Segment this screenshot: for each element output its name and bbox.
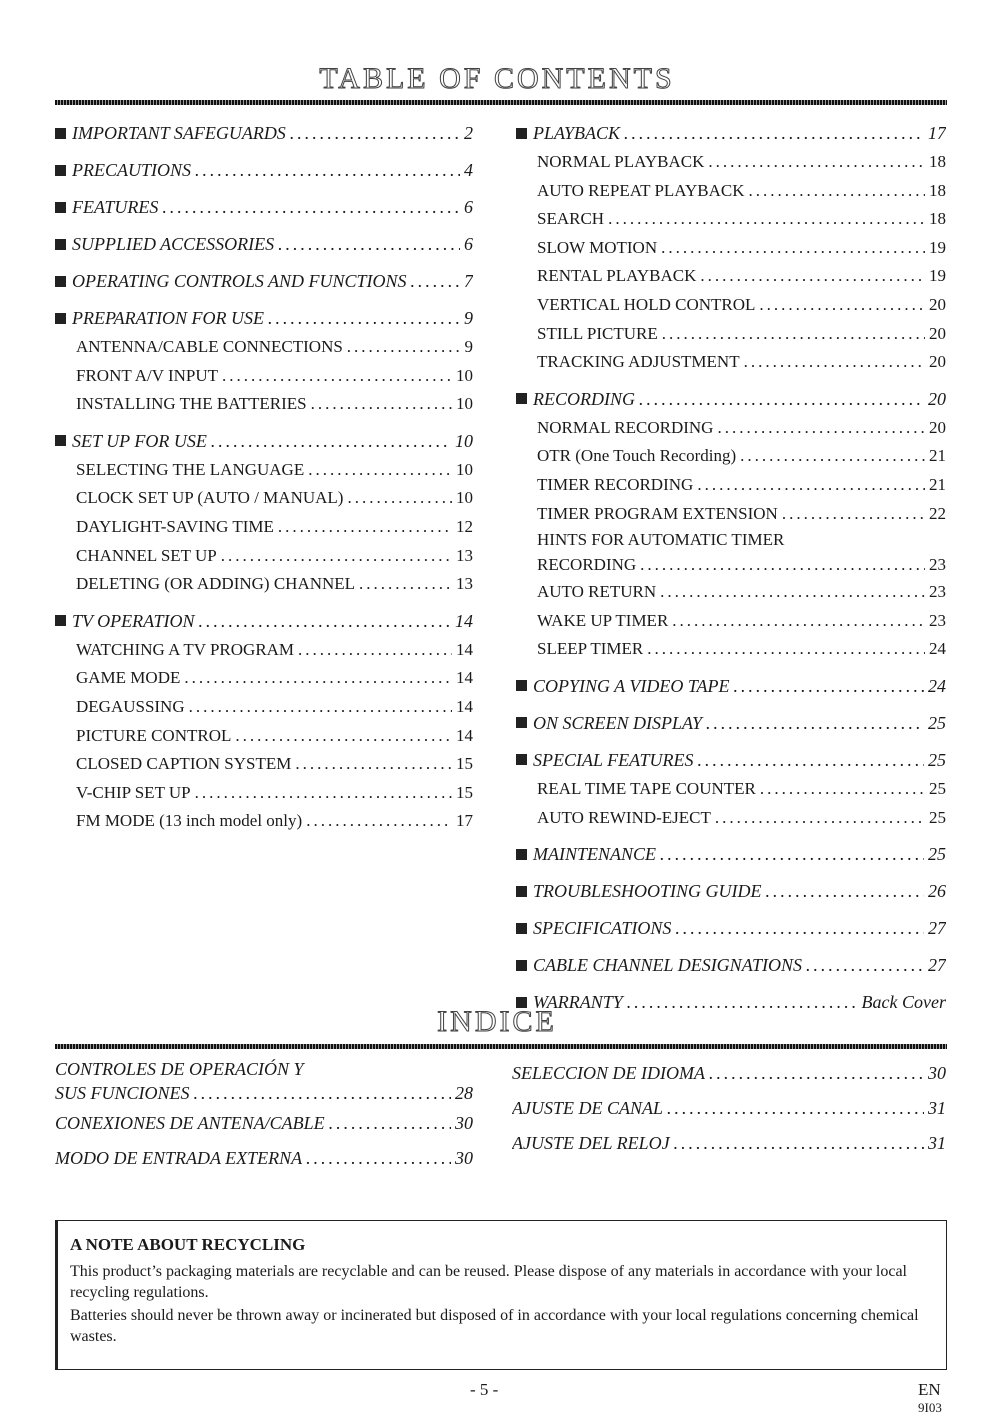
entry-page: 13 bbox=[456, 574, 473, 594]
toc-subsection[interactable] bbox=[55, 333, 473, 362]
entry-label: CLOSED CAPTION SYSTEM bbox=[76, 754, 292, 774]
dot-leader bbox=[662, 320, 925, 349]
entry-label: PRECAUTIONS bbox=[72, 160, 191, 180]
entry-page: 10 bbox=[456, 394, 473, 414]
toc-subsection[interactable] bbox=[516, 148, 946, 177]
bullet-icon bbox=[55, 239, 66, 250]
bullet-icon bbox=[516, 886, 527, 897]
entry-label: TIMER RECORDING bbox=[537, 474, 694, 494]
entry-page: 31 bbox=[928, 1133, 946, 1153]
entry-label: RENTAL PLAYBACK bbox=[537, 266, 697, 286]
entry-label: PICTURE CONTROL bbox=[76, 725, 232, 745]
entry-label: CLOCK SET UP (AUTO / MANUAL) bbox=[76, 488, 344, 508]
toc-left-column bbox=[55, 118, 473, 836]
toc-subsection[interactable] bbox=[516, 552, 946, 578]
toc-subsection[interactable] bbox=[516, 414, 946, 443]
dot-leader bbox=[195, 155, 460, 185]
entry-label: TIMER PROGRAM EXTENSION bbox=[537, 503, 778, 523]
entry-page: 13 bbox=[456, 545, 473, 565]
bullet-icon bbox=[55, 313, 66, 324]
toc-rule bbox=[55, 100, 947, 105]
toc-heading: TABLE OF CONTENTS bbox=[319, 62, 675, 95]
toc-section[interactable] bbox=[55, 118, 473, 148]
toc-subsection[interactable] bbox=[55, 807, 473, 836]
bullet-icon bbox=[516, 393, 527, 404]
entry-label: SUS FUNCIONES bbox=[55, 1083, 190, 1103]
toc-subsection[interactable] bbox=[516, 442, 946, 471]
entry-page: 23 bbox=[929, 555, 946, 575]
entry-label: CONEXIONES DE ANTENA/CABLE bbox=[55, 1113, 325, 1133]
entry-label: AJUSTE DE CANAL bbox=[512, 1098, 663, 1118]
bullet-icon bbox=[516, 680, 527, 691]
entry-label: RECORDING bbox=[533, 388, 635, 409]
toc-section[interactable] bbox=[55, 192, 473, 222]
dot-leader bbox=[211, 426, 451, 456]
dot-leader bbox=[706, 708, 924, 738]
entry-label: TV OPERATION bbox=[72, 610, 195, 631]
dot-leader bbox=[647, 635, 925, 664]
toc-section[interactable] bbox=[55, 426, 473, 456]
indice-entry[interactable] bbox=[512, 1056, 946, 1091]
entry-page: 20 bbox=[929, 323, 946, 343]
dot-leader bbox=[222, 362, 452, 391]
bullet-icon bbox=[516, 717, 527, 728]
entry-label: INSTALLING THE BATTERIES bbox=[76, 394, 307, 414]
dot-leader bbox=[806, 950, 924, 980]
dot-leader bbox=[295, 750, 452, 779]
entry-label: OPERATING CONTROLS AND FUNCTIONS bbox=[72, 271, 407, 291]
toc-section[interactable] bbox=[516, 950, 946, 980]
dot-leader bbox=[698, 745, 925, 775]
entry-label: CABLE CHANNEL DESIGNATIONS bbox=[533, 955, 803, 976]
entry-label: AUTO RETURN bbox=[537, 582, 657, 602]
dot-leader bbox=[608, 205, 925, 234]
dot-leader bbox=[667, 1091, 924, 1126]
dot-leader bbox=[660, 578, 925, 607]
dot-leader bbox=[660, 839, 924, 869]
bullet-icon bbox=[55, 435, 66, 446]
toc-section[interactable] bbox=[516, 839, 946, 869]
dot-leader bbox=[411, 266, 460, 296]
entry-label: NORMAL RECORDING bbox=[537, 417, 714, 437]
indice-entry[interactable] bbox=[512, 1126, 946, 1161]
toc-subsection[interactable] bbox=[55, 722, 473, 751]
entry-page: 4 bbox=[464, 160, 473, 180]
dot-leader bbox=[194, 1080, 452, 1106]
entry-page: 10 bbox=[455, 430, 473, 451]
entry-page: 14 bbox=[456, 696, 473, 716]
entry-label: SELECTING THE LANGUAGE bbox=[76, 459, 305, 479]
entry-label: DELETING (OR ADDING) CHANNEL bbox=[76, 574, 356, 594]
dot-leader bbox=[184, 664, 452, 693]
entry-page: 6 bbox=[464, 197, 473, 217]
entry-page: 12 bbox=[456, 516, 473, 536]
page-number: - 5 - bbox=[470, 1380, 499, 1399]
indice-entry-line1[interactable] bbox=[55, 1058, 473, 1080]
toc-subsection[interactable] bbox=[516, 234, 946, 263]
entry-label: PREPARATION FOR USE bbox=[72, 308, 264, 328]
entry-page: 24 bbox=[929, 639, 946, 659]
entry-page: 2 bbox=[464, 123, 473, 143]
indice-rule bbox=[55, 1044, 947, 1049]
indice-left-column bbox=[55, 1052, 473, 1176]
dot-leader bbox=[744, 348, 925, 377]
entry-page: 22 bbox=[929, 503, 946, 523]
toc-section[interactable] bbox=[55, 229, 473, 259]
entry-page: 30 bbox=[455, 1148, 473, 1168]
entry-label: WARRANTY bbox=[533, 992, 623, 1013]
dot-leader bbox=[759, 291, 925, 320]
entry-page: 23 bbox=[929, 610, 946, 630]
dot-leader bbox=[221, 542, 452, 571]
entry-label: IMPORTANT SAFEGUARDS bbox=[72, 123, 286, 143]
toc-section[interactable] bbox=[55, 303, 473, 333]
dot-leader bbox=[359, 570, 452, 599]
recycling-note bbox=[55, 1220, 947, 1370]
toc-subsection[interactable] bbox=[516, 607, 946, 636]
toc-subsection[interactable] bbox=[516, 635, 946, 664]
entry-label: REAL TIME TAPE COUNTER bbox=[537, 778, 756, 798]
toc-subsection[interactable] bbox=[516, 578, 946, 607]
toc-subsection[interactable] bbox=[516, 320, 946, 349]
entry-label: AJUSTE DEL RELOJ bbox=[512, 1133, 670, 1153]
dot-leader bbox=[661, 234, 925, 263]
entry-page: 17 bbox=[928, 123, 946, 143]
entry-label: SLEEP TIMER bbox=[537, 639, 644, 659]
entry-label: WATCHING A TV PROGRAM bbox=[76, 639, 295, 659]
entry-page: 27 bbox=[928, 955, 946, 976]
toc-subsection[interactable] bbox=[516, 471, 946, 500]
toc-section[interactable] bbox=[516, 745, 946, 775]
entry-page: 18 bbox=[929, 152, 946, 171]
entry-label: AUTO REPEAT PLAYBACK bbox=[537, 180, 745, 200]
entry-label: FEATURES bbox=[72, 197, 159, 217]
recycling-note-para1: This product’s packaging materials are recyclable and can be reused. Please dispose of any materials in accordance with your local recycling regulations. bbox=[70, 1263, 907, 1301]
entry-page: 20 bbox=[929, 294, 946, 314]
toc-subsection[interactable] bbox=[55, 750, 473, 779]
dot-leader bbox=[306, 1141, 451, 1176]
entry-label: DAYLIGHT-SAVING TIME bbox=[76, 516, 274, 536]
entry-label: SEARCH bbox=[537, 209, 605, 229]
toc-subsection[interactable] bbox=[55, 664, 473, 693]
entry-page: 26 bbox=[928, 881, 946, 902]
entry-label: CONTROLES DE OPERACIÓN Y bbox=[55, 1059, 304, 1079]
dot-leader bbox=[639, 384, 924, 414]
dot-leader bbox=[760, 775, 925, 804]
dot-leader bbox=[700, 262, 925, 291]
toc-subsection[interactable] bbox=[55, 362, 473, 391]
entry-label: MAINTENANCE bbox=[533, 844, 657, 865]
entry-page: 30 bbox=[455, 1113, 473, 1133]
entry-page: 7 bbox=[464, 271, 473, 291]
entry-page: 14 bbox=[456, 639, 473, 659]
bullet-icon bbox=[516, 128, 527, 139]
entry-label: WAKE UP TIMER bbox=[537, 610, 669, 630]
dot-leader bbox=[290, 118, 460, 148]
dot-leader bbox=[306, 807, 452, 836]
dot-leader bbox=[749, 177, 925, 206]
toc-subsection[interactable] bbox=[55, 390, 473, 419]
entry-page: 15 bbox=[456, 754, 473, 774]
toc-subsection[interactable] bbox=[516, 177, 946, 206]
toc-subsection[interactable] bbox=[55, 542, 473, 571]
entry-label: V-CHIP SET UP bbox=[76, 782, 191, 802]
toc-subsection[interactable] bbox=[55, 636, 473, 665]
entry-label: CHANNEL SET UP bbox=[76, 545, 217, 565]
dot-leader bbox=[717, 414, 925, 443]
entry-label: AUTO REWIND-EJECT bbox=[537, 807, 711, 827]
toc-subsection[interactable] bbox=[516, 804, 946, 833]
dot-leader bbox=[672, 607, 925, 636]
toc-section[interactable] bbox=[55, 266, 473, 296]
print-code: 9I03 bbox=[918, 1400, 942, 1415]
entry-page: 25 bbox=[929, 807, 946, 827]
entry-page: 21 bbox=[929, 474, 946, 494]
bullet-icon bbox=[516, 754, 527, 765]
entry-page: 9 bbox=[464, 308, 473, 328]
entry-page: 31 bbox=[928, 1098, 946, 1118]
toc-section[interactable] bbox=[516, 708, 946, 738]
dot-leader bbox=[199, 606, 451, 636]
dot-leader bbox=[347, 333, 461, 362]
indice-heading: INDICE bbox=[437, 1005, 557, 1038]
dot-leader bbox=[675, 913, 924, 943]
toc-subsection[interactable] bbox=[516, 775, 946, 804]
entry-label: STILL PICTURE bbox=[537, 323, 658, 343]
entry-page: 28 bbox=[455, 1083, 473, 1103]
dot-leader bbox=[674, 1126, 924, 1161]
entry-page: 15 bbox=[456, 782, 473, 802]
bullet-icon bbox=[516, 960, 527, 971]
toc-subsection[interactable] bbox=[55, 484, 473, 513]
entry-page: 20 bbox=[929, 352, 946, 372]
entry-page: 25 bbox=[928, 712, 946, 733]
bullet-icon bbox=[55, 165, 66, 176]
dot-leader bbox=[734, 671, 925, 701]
dot-leader bbox=[709, 1056, 924, 1091]
indice-entry[interactable] bbox=[55, 1080, 473, 1106]
entry-page: 14 bbox=[455, 610, 473, 631]
dot-leader bbox=[311, 390, 452, 419]
dot-leader bbox=[189, 693, 452, 722]
entry-page: 25 bbox=[928, 749, 946, 770]
entry-label: SET UP FOR USE bbox=[72, 430, 207, 451]
dot-leader bbox=[708, 148, 925, 177]
entry-page: 27 bbox=[928, 918, 946, 939]
toc-subsection[interactable] bbox=[55, 513, 473, 542]
toc-subsection[interactable] bbox=[55, 693, 473, 722]
toc-right-column bbox=[516, 118, 946, 1017]
language-code: EN bbox=[918, 1380, 941, 1399]
toc-section[interactable] bbox=[516, 384, 946, 414]
dot-leader bbox=[278, 513, 452, 542]
dot-leader bbox=[298, 636, 452, 665]
dot-leader bbox=[715, 804, 925, 833]
bullet-icon bbox=[55, 276, 66, 287]
entry-page: 10 bbox=[456, 488, 473, 508]
toc-subsection[interactable] bbox=[516, 262, 946, 291]
entry-page: 9 bbox=[464, 337, 473, 356]
dot-leader bbox=[195, 779, 452, 808]
dot-leader bbox=[162, 192, 460, 222]
toc-subsection[interactable] bbox=[516, 500, 946, 529]
entry-page: 30 bbox=[928, 1063, 946, 1083]
entry-label: HINTS FOR AUTOMATIC TIMER bbox=[537, 530, 785, 550]
entry-page: 25 bbox=[928, 844, 946, 865]
toc-subsection[interactable] bbox=[55, 779, 473, 808]
toc-subsection[interactable] bbox=[516, 291, 946, 320]
dot-leader bbox=[347, 484, 452, 513]
toc-section[interactable] bbox=[516, 876, 946, 906]
dot-leader bbox=[235, 722, 452, 751]
dot-leader bbox=[329, 1106, 451, 1141]
indice-right-column bbox=[512, 1052, 946, 1161]
bullet-icon bbox=[55, 202, 66, 213]
entry-page: 6 bbox=[464, 234, 473, 254]
dot-leader bbox=[308, 456, 452, 485]
entry-page: 20 bbox=[928, 388, 946, 409]
recycling-note-para2: Batteries should never be thrown away or incinerated but disposed of in accordance with your local regulations concerning chemical wastes. bbox=[70, 1307, 919, 1345]
entry-label: SLOW MOTION bbox=[537, 237, 658, 257]
entry-label: VERTICAL HOLD CONTROL bbox=[537, 294, 756, 314]
dot-leader bbox=[697, 471, 925, 500]
entry-page: 10 bbox=[456, 365, 473, 385]
entry-label: RECORDING bbox=[537, 555, 637, 575]
bullet-icon bbox=[55, 615, 66, 626]
entry-page: 23 bbox=[929, 582, 946, 602]
entry-page: 21 bbox=[929, 446, 946, 466]
entry-page: 18 bbox=[929, 180, 946, 200]
dot-leader bbox=[278, 229, 460, 259]
entry-label: MODO DE ENTRADA EXTERNA bbox=[55, 1148, 303, 1168]
dot-leader bbox=[766, 876, 925, 906]
indice-entry[interactable] bbox=[55, 1106, 473, 1141]
entry-label: ON SCREEN DISPLAY bbox=[533, 712, 703, 733]
toc-section[interactable] bbox=[516, 118, 946, 148]
dot-leader bbox=[740, 442, 925, 471]
entry-label: TROUBLESHOOTING GUIDE bbox=[533, 881, 762, 902]
entry-label: COPYING A VIDEO TAPE bbox=[533, 675, 730, 696]
entry-label: SUPPLIED ACCESSORIES bbox=[72, 234, 275, 254]
entry-label: OTR (One Touch Recording) bbox=[537, 446, 737, 466]
toc-section[interactable] bbox=[55, 155, 473, 185]
toc-subsection[interactable] bbox=[516, 348, 946, 377]
dot-leader bbox=[782, 500, 925, 529]
entry-page: 25 bbox=[929, 778, 946, 798]
entry-page: 18 bbox=[929, 209, 946, 229]
toc-section[interactable] bbox=[516, 671, 946, 701]
toc-subsection[interactable] bbox=[516, 205, 946, 234]
bullet-icon bbox=[516, 849, 527, 860]
entry-label: FRONT A/V INPUT bbox=[76, 365, 219, 385]
entry-page: 20 bbox=[929, 417, 946, 437]
entry-label: NORMAL PLAYBACK bbox=[537, 152, 705, 171]
entry-page: 24 bbox=[928, 675, 946, 696]
toc-section[interactable] bbox=[516, 913, 946, 943]
indice-entry[interactable] bbox=[512, 1091, 946, 1126]
bullet-icon bbox=[516, 923, 527, 934]
entry-page: 17 bbox=[456, 811, 473, 831]
entry-label: SPECIFICATIONS bbox=[533, 918, 672, 939]
entry-page: 14 bbox=[456, 725, 473, 745]
entry-label: FM MODE (13 inch model only) bbox=[76, 811, 303, 831]
entry-label: SELECCION DE IDIOMA bbox=[512, 1063, 705, 1083]
entry-label: GAME MODE bbox=[76, 668, 181, 688]
dot-leader bbox=[640, 552, 925, 578]
entry-page: 14 bbox=[456, 668, 473, 688]
toc-subsection-line1[interactable] bbox=[516, 528, 946, 552]
entry-label: SPECIAL FEATURES bbox=[533, 749, 694, 770]
bullet-icon bbox=[55, 128, 66, 139]
toc-section[interactable] bbox=[55, 606, 473, 636]
recycling-note-title: A NOTE ABOUT RECYCLING bbox=[70, 1235, 306, 1254]
toc-subsection[interactable] bbox=[55, 456, 473, 485]
entry-page: 19 bbox=[929, 266, 946, 286]
entry-label: PLAYBACK bbox=[533, 123, 621, 143]
entry-label: TRACKING ADJUSTMENT bbox=[537, 352, 740, 372]
entry-page: 10 bbox=[456, 459, 473, 479]
dot-leader bbox=[624, 118, 924, 148]
entry-label: DEGAUSSING bbox=[76, 696, 185, 716]
toc-subsection[interactable] bbox=[55, 570, 473, 599]
entry-page: Back Cover bbox=[861, 992, 946, 1013]
entry-page: 19 bbox=[929, 237, 946, 257]
dot-leader bbox=[268, 303, 460, 333]
indice-entry[interactable] bbox=[55, 1141, 473, 1176]
entry-label: ANTENNA/CABLE CONNECTIONS bbox=[76, 337, 343, 356]
